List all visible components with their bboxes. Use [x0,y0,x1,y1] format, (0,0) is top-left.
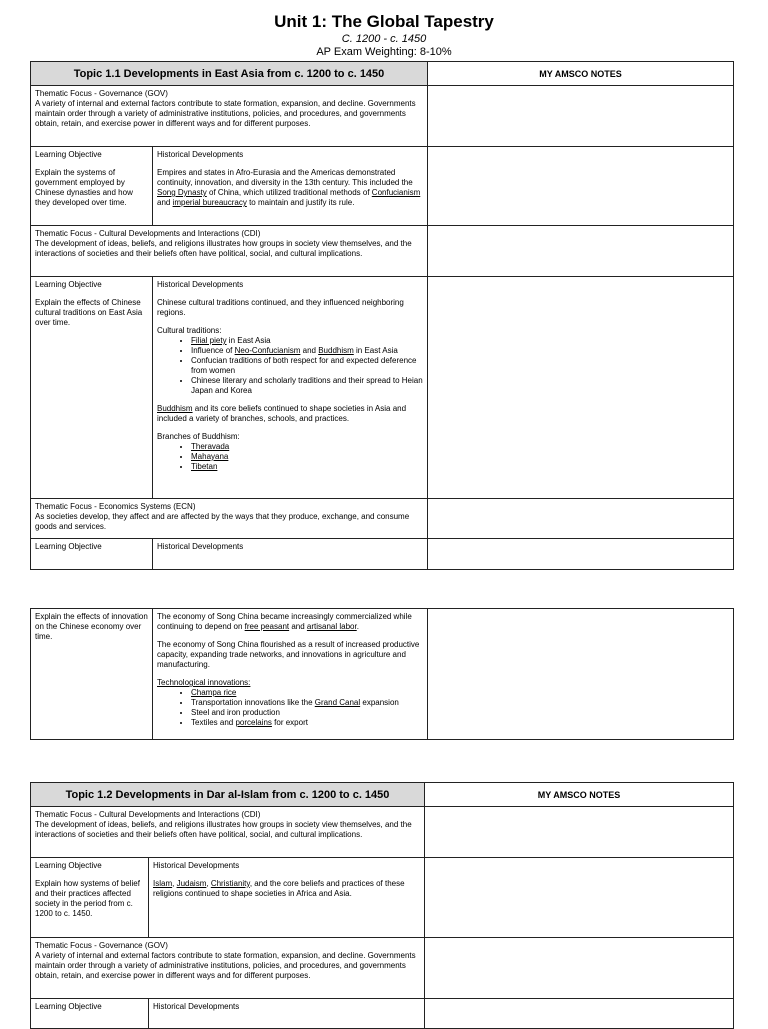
hd-label: Historical Developments [157,280,244,289]
notes-heading: MY AMSCO NOTES [428,62,734,86]
historical-developments-cell [153,147,428,226]
lo-text: Explain how systems of belief and their practices affected society in the period from c. 1200 to c. 1450. [35,879,140,918]
learning-objective-cell [31,147,153,226]
thematic-focus-gov [31,86,428,147]
notes-cell[interactable] [425,999,734,1029]
historical-developments-cell [153,609,428,740]
notes-cell[interactable] [428,86,734,147]
notes-cell[interactable] [428,147,734,226]
innovations-list [157,688,423,728]
learning-objective-cell [31,858,149,938]
historical-developments-cell: Historical Developments [153,539,428,570]
list-item: • Tibetan [191,462,423,472]
notes-cell[interactable] [425,858,734,938]
focus-title: Thematic Focus - Cultural Developments and Interactions (CDI) [35,810,261,819]
lo-text: Explain the effects of Chinese cultural traditions on East Asia over time. [35,298,143,327]
historical-developments-cell: Historical Developments [149,999,425,1029]
notes-heading: MY AMSCO NOTES [425,783,734,807]
hd-label: Historical Developments [157,150,244,159]
list-item: • Transportation innovations like the Grand Canal expansion [191,698,423,708]
focus-title: Thematic Focus - Cultural Developments and Interactions (CDI) [35,229,261,238]
topic-heading: Topic 1.2 Developments in Dar al-Islam from c. 1200 to c. 1450 [31,783,425,807]
learning-objective-cell: Learning Objective [31,539,153,570]
thematic-focus-gov [31,938,425,999]
list-item: • Chinese literary and scholarly traditions and their spread to Heian Japan and Korea [191,376,423,396]
list-item: • Confucian traditions of both respect for and expected deference from women [191,356,423,376]
topic-heading: Topic 1.1 Developments in East Asia from c. 1200 to c. 1450 [31,62,428,86]
branches-list [157,442,423,472]
hd-text: The economy of Song China flourished as a result of increased productive capacity, expanding trade networks, and innovations in agriculture and manufacturing. [157,640,420,669]
focus-text: A variety of internal and external factors contribute to state formation, expansion, and decline. Governments maintain order through a variety of administrative institutions, policies, and procedures, and governments obtain, retain, and exercise power in different ways and for different purposes. [35,951,416,980]
list-item: • Theravada [191,442,423,452]
hd-text: Chinese cultural traditions continued, and they influenced neighboring regions. [157,298,404,317]
notes-cell[interactable] [428,609,734,740]
notes-cell[interactable] [428,277,734,499]
notes-cell[interactable] [425,807,734,858]
lo-label: Learning Objective [35,150,102,159]
list-item: • Filial piety in East Asia [191,336,423,346]
economy-table [30,608,734,740]
learning-objective-cell [31,277,153,499]
list-item: • Mahayana [191,452,423,462]
branches-label: Branches of Buddhism: [157,432,240,441]
lo-text: Explain the systems of government employed by Chinese dynasties and how they developed over time. [35,168,133,207]
date-range: C. 1200 - c. 1450 [341,33,427,45]
notes-cell[interactable] [428,539,734,570]
notes-cell[interactable] [425,938,734,999]
topic-1-2-table [30,782,734,1029]
historical-developments-cell [153,277,428,499]
focus-title: Thematic Focus - Economics Systems (ECN) [35,502,196,511]
hd-text: Islam, Judaism, Christianity, and the core beliefs and practices of these religions continued to shape societies in Africa and Asia. [153,879,405,898]
focus-title: Thematic Focus - Governance (GOV) [35,89,168,98]
buddhism-text: Buddhism and its core beliefs continued to shape societies in Asia and included a variety of branches, schools, and practices. [157,404,407,423]
list-item: • Champa rice [191,688,423,698]
focus-text: The development of ideas, beliefs, and religions illustrates how groups in society view themselves, and the interactions of societies and their beliefs often have political, social, and cultural implications. [35,239,412,258]
notes-cell[interactable] [428,499,734,539]
focus-text: As societies develop, they affect and are affected by the ways that they produce, exchange, and consume goods and services. [35,512,410,531]
page-title: Unit 1: The Global Tapestry [274,12,494,31]
list-item: • Steel and iron production [191,708,423,718]
notes-cell[interactable] [428,226,734,277]
historical-developments-cell [149,858,425,938]
exam-weighting: AP Exam Weighting: 8-10% [316,46,452,58]
thematic-focus-cdi [31,807,425,858]
list-item: • Influence of Neo-Confucianism and Buddhism in East Asia [191,346,423,356]
hd-label: Historical Developments [153,861,240,870]
topic-1-1-table [30,61,734,570]
focus-title: Thematic Focus - Governance (GOV) [35,941,168,950]
list-item: • Textiles and porcelains for export [191,718,423,728]
lo-label: Learning Objective [35,861,102,870]
thematic-focus-ecn [31,499,428,539]
traditions-label: Cultural traditions: [157,326,222,335]
hd-text: Empires and states in Afro-Eurasia and the Americas demonstrated continuity, innovation, and diversity in the 13th century. This included the Song Dynasty of China, which utilized traditional methods of Confucianism and imperial bureaucracy to maintain and justify its rule. [157,168,421,207]
hd-text: The economy of Song China became increasingly commercialized while continuing to depend on free peasant and artisanal labor. [157,612,412,631]
tech-label: Technological innovations: [157,678,251,687]
learning-objective-cell: Learning Objective [31,999,149,1029]
learning-objective-cell: Explain the effects of innovation on the Chinese economy over time. [31,609,153,740]
traditions-list [157,336,423,396]
thematic-focus-cdi [31,226,428,277]
lo-label: Learning Objective [35,280,102,289]
focus-text: A variety of internal and external factors contribute to state formation, expansion, and decline. Governments maintain order through a variety of administrative institutions, policies, and procedures, and governments obtain, retain, and exercise power in different ways and for different purposes. [35,99,416,128]
focus-text: The development of ideas, beliefs, and religions illustrates how groups in society view themselves, and the interactions of societies and their beliefs often have political, social, and cultural implications. [35,820,412,839]
